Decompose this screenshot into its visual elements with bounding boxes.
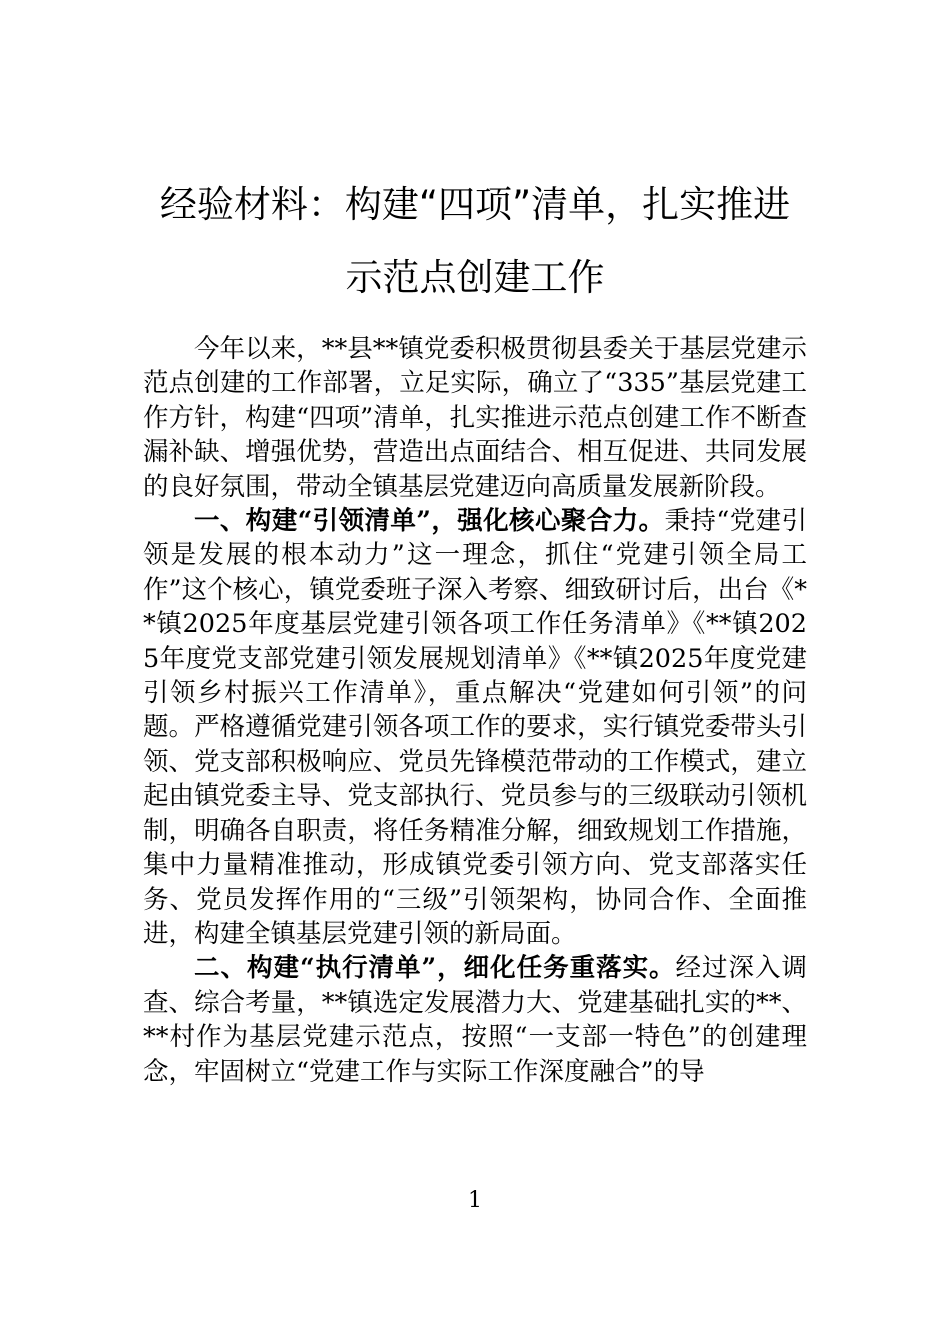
paragraph-intro [143, 332, 807, 504]
paragraph-section-1 [143, 504, 807, 951]
title-line-1: 经验材料：构建“四项”清单，扎实推进 [159, 183, 791, 226]
paragraph-text: 秉持“党建引领是发展的根本动力”这一理念，抓住“党建引领全局工作”这个核心，镇党委班子深入考察、细致研讨后，出台《**镇2025年度基层党建引领各项工作任务清单》《**镇2025年度党支部党建引领发展规划清单》《**镇2025年度党建引领乡村振兴工作清单》，重点解决“党建如何引领”的问题。严格遵循党建引领各项工作的要求，实行镇党委带头引领、党支部积极响应、党员先锋模范带动的工作模式，建立起由镇党委主导、党支部执行、党员参与的三级联动引领机制，明确各自职责，将任务精准分解，细致规划工作措施，集中力量精准推动，形成镇党委引领方向、党支部落实任务、党员发挥作用的“三级”引领架构，协同合作、全面推进，构建全镇基层党建引领的新局面。 [143, 506, 807, 949]
section-heading: 二、构建“执行清单”，细化任务重落实。 [194, 953, 676, 984]
page-number: 1 [468, 1188, 482, 1213]
paragraph-text: 今年以来，**县**镇党委积极贯彻县委关于基层党建示范点创建的工作部署，立足实际，确立了“335”基层党建工作方针，构建“四项”清单，扎实推进示范点创建工作不断查漏补缺、增强优势，营造出点面结合、相互促进、共同发展的良好氛围，带动全镇基层党建迈向高质量发展新阶段。 [143, 334, 807, 502]
section-heading: 一、构建“引领清单”，强化核心聚合力。 [194, 506, 665, 537]
paragraph-section-2 [143, 951, 807, 1089]
paragraph-text: 经过深入调查、综合考量，**镇选定发展潜力大、党建基础扎实的**、**村作为基层党建示范点，按照“一支部一特色”的创建理念，牢固树立“党建工作与实际工作深度融合”的导 [143, 953, 807, 1087]
title-line-2: 示范点创建工作 [345, 256, 605, 299]
document-title [120, 168, 830, 314]
document-body [143, 332, 807, 1089]
